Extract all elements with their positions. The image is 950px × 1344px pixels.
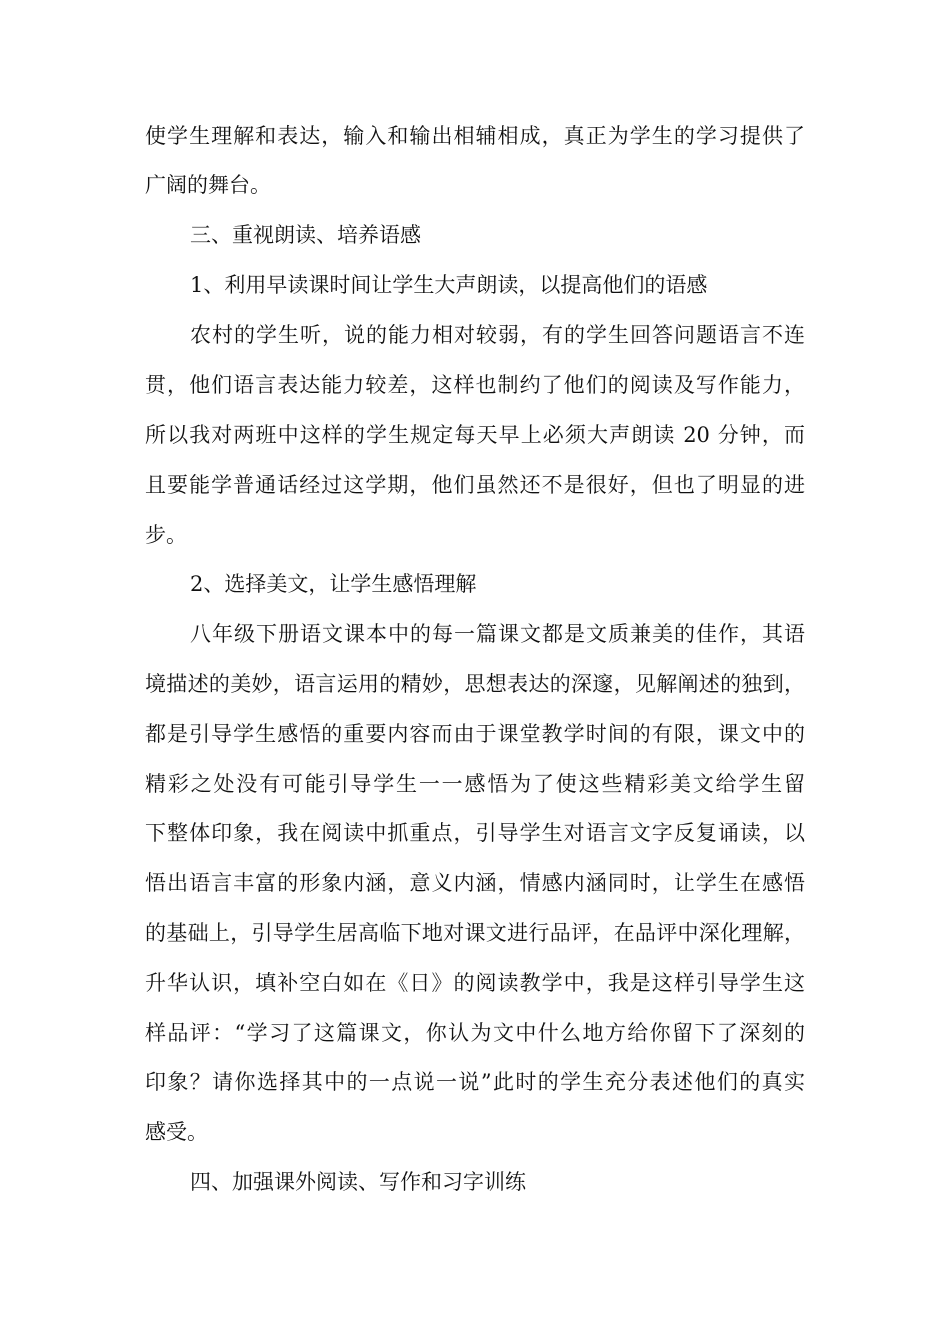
paragraph-line: 且要能学普通话经过这学期，他们虽然还不是很好，但也了明显的进 — [145, 473, 805, 497]
subsection-heading: 2、选择美文，让学生感悟理解 — [190, 572, 477, 596]
paragraph-line: 悟出语言丰富的形象内涵，意义内涵，情感内涵同时，让学生在感悟 — [145, 871, 805, 895]
paragraph-line: 精彩之处没有可能引导学生一一感悟为了使这些精彩美文给学生留 — [145, 772, 805, 796]
paragraph-line: 下整体印象，我在阅读中抓重点，引导学生对语言文字反复诵读，以 — [145, 821, 805, 845]
paragraph-line: 感受。 — [145, 1120, 208, 1144]
paragraph-line: 升华认识，填补空白如在《日》的阅读教学中，我是这样引导学生这 — [145, 971, 805, 995]
paragraph-line: 广阔的舞台。 — [145, 173, 271, 197]
paragraph-line: 都是引导学生感悟的重要内容而由于课堂教学时间的有限，课文中的 — [145, 722, 805, 746]
section-heading: 四、加强课外阅读、写作和习字训练 — [190, 1170, 526, 1194]
paragraph-line: 八年级下册语文课本中的每一篇课文都是文质兼美的佳作，其语 — [190, 622, 805, 646]
paragraph-line: 所以我对两班中这样的学生规定每天早上必须大声朗读 20 分钟，而 — [145, 423, 805, 447]
paragraph-line: 印象？请你选择其中的一点说一说”此时的学生充分表述他们的真实 — [145, 1070, 805, 1094]
paragraph-line: 步。 — [145, 523, 187, 547]
paragraph-line: 农村的学生听，说的能力相对较弱，有的学生回答问题语言不连 — [190, 323, 805, 347]
paragraph-line: 样品评：“学习了这篇课文，你认为文中什么地方给你留下了深刻的 — [145, 1021, 805, 1045]
paragraph-line: 贯，他们语言表达能力较差，这样也制约了他们的阅读及写作能力， — [145, 373, 805, 397]
paragraph-line: 使学生理解和表达，输入和输出相辅相成，真正为学生的学习提供了 — [145, 124, 805, 148]
paragraph-line: 的基础上，引导学生居高临下地对课文进行品评，在品评中深化理解， — [145, 921, 805, 945]
paragraph-line: 境描述的美妙，语言运用的精妙，思想表达的深邃，见解阐述的独到， — [145, 672, 805, 696]
section-heading: 三、重视朗读、培养语感 — [190, 223, 421, 247]
subsection-heading: 1、利用早读课时间让学生大声朗读，以提高他们的语感 — [190, 273, 708, 297]
